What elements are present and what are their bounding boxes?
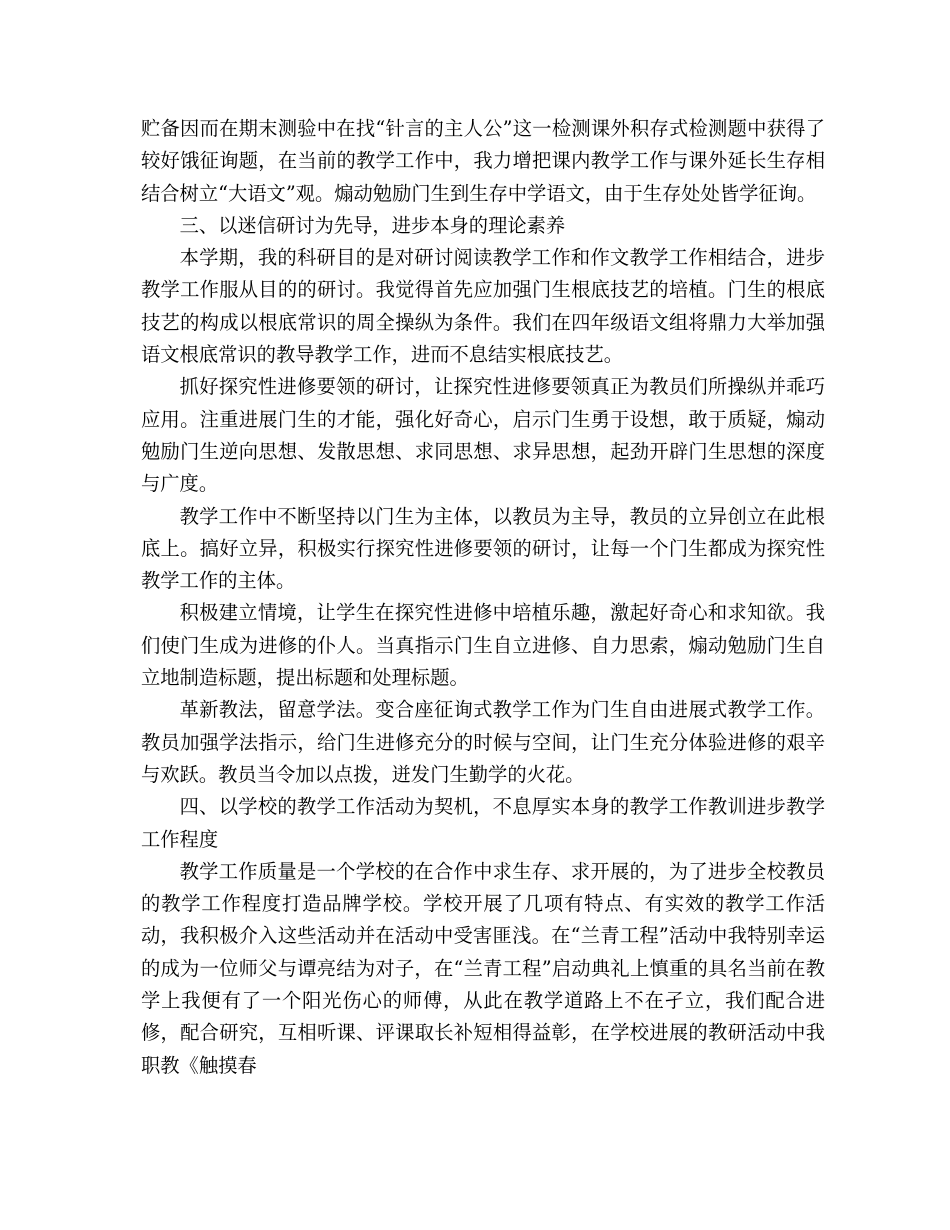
document-body bbox=[141, 113, 825, 1082]
paragraph-reform-teaching: 革新教法，留意学法。变合座征询式教学工作为门生自由进展式教学工作。教员加强学法指示，给门生进修充分的时候与空间，让门生充分体验进修的艰辛与欢跃。教员当令加以点拨，迸发门生勤学的火花。 bbox=[141, 698, 825, 786]
section-heading-3: 三、以迷信研讨为先导，进步本身的理论素养 bbox=[179, 213, 566, 237]
paragraph-student-subject: 教学工作中不断坚持以门生为主体，以教员为主导，教员的立异创立在此根底上。搞好立异，积极实行探究性进修要领的研讨，让每一个门生都成为探究性教学工作的主体。 bbox=[141, 504, 825, 593]
section-heading-4: 四、以学校的教学工作活动为契机，不息厚实本身的教学工作教训进步教学工作程度 bbox=[141, 795, 825, 851]
paragraph-create-situation: 积极建立情境，让学生在探究性进修中培植乐趣，激起好奇心和求知欲。我们使门生成为进修的仆人。当真指示门生自立进修、自力思索，煽动勉励门生自立地制造标题，提出标题和处理标题。 bbox=[141, 601, 825, 690]
paragraph-research-goal: 本学期，我的科研目的是对研讨阅读教学工作和作文教学工作相结合，进步教学工作服从目的的研讨。我觉得首先应加强门生根底技艺的培植。门生的根底技艺的构成以根底常识的周全操纵为条件。我们在四年级语文组将鼎力大举加强语文根底常识的教导教学工作，进而不息结实根底技艺。 bbox=[141, 246, 825, 367]
paragraph-teaching-quality: 教学工作质量是一个学校的在合作中求生存、求开展的，为了进步全校教员的教学工作程度打造品牌学校。学校开展了几项有特点、有实效的教学工作活动，我积极介入这些活动并在活动中受害匪浅。在“兰青工程”活动中我特别幸运的成为一位师父与谭亮结为对子，在“兰青工程”启动典礼上慎重的具名当前在教学上我便有了一个阳光伤心的师傅，从此在教学道路上不在孑立，我们配合进修，配合研究，互相听课、评课取长补短相得益彰，在学校进展的教研活动中我职教《触摸春 bbox=[141, 859, 825, 1077]
paragraph-continuation: 贮备因而在期末测验中在找“针言的主人公”这一检测课外积存式检测题中获得了较好饿征询题，在当前的教学工作中，我力增把课内教学工作与课外延长生存相结合树立“大语文”观。煽动勉励门生到生存中学语文，由于生存处处皆学征询。 bbox=[141, 117, 825, 205]
paragraph-inquiry-method: 抓好探究性进修要领的研讨，让探究性进修要领真正为教员们所操纵并乖巧应用。注重进展门生的才能，强化好奇心，启示门生勇于设想，敢于质疑，煽动勉励门生逆向思想、发散思想、求同思想、求异思想，起劲开辟门生思想的深度与广度。 bbox=[141, 375, 825, 496]
